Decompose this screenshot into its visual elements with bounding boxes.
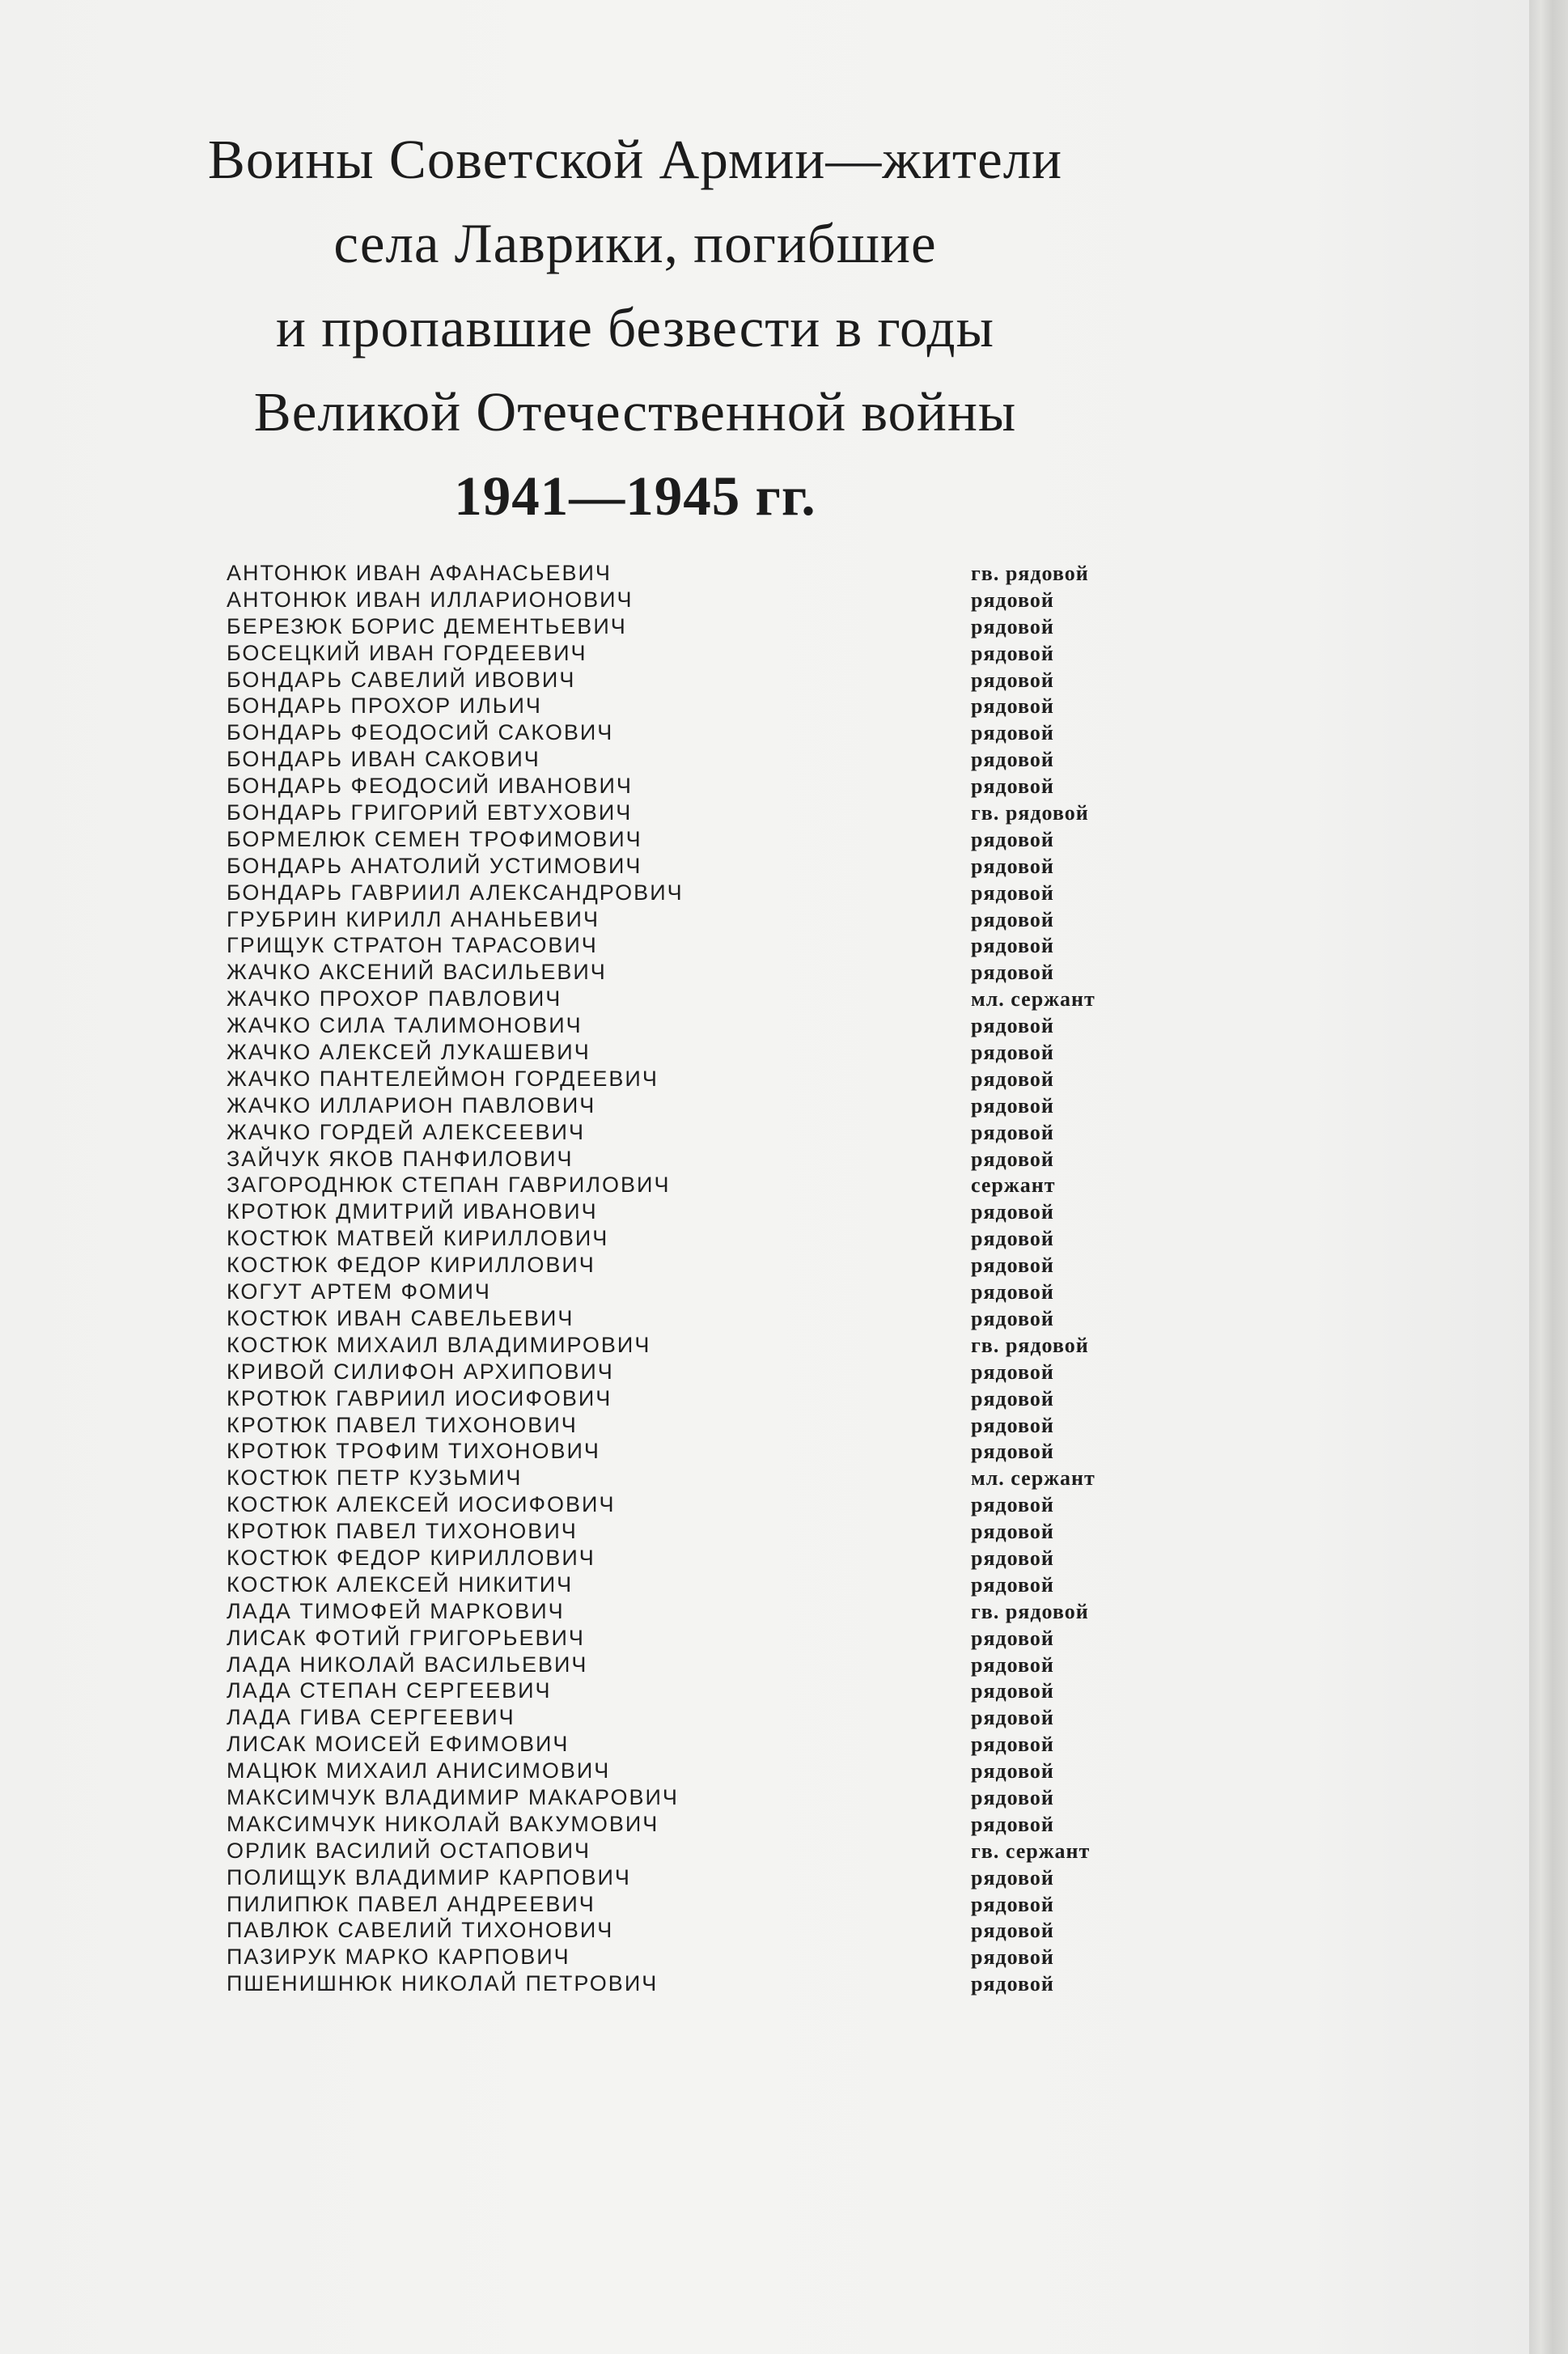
soldier-name: ЖАЧКО АКСЕНИЙ ВАСИЛЬЕВИЧ xyxy=(227,960,607,985)
soldier-name: ПАЗИРУК МАРКО КАРПОВИЧ xyxy=(227,1945,570,1970)
soldier-name: КРОТЮК ПАВЕЛ ТИХОНОВИЧ xyxy=(227,1412,578,1437)
soldier-rank: рядовой xyxy=(971,1812,1054,1836)
roster-row xyxy=(227,1970,1165,1997)
soldier-rank: рядовой xyxy=(971,961,1054,985)
soldier-rank: рядовой xyxy=(971,694,1054,719)
soldier-rank: рядовой xyxy=(971,1120,1054,1144)
roster-row xyxy=(227,1359,1165,1385)
soldier-rank: рядовой xyxy=(971,880,1054,905)
title-line: и пропавшие безвести в годы xyxy=(276,297,994,358)
soldier-rank: сержант xyxy=(971,1173,1056,1198)
soldier-rank: гв. рядовой xyxy=(971,562,1089,585)
roster-row xyxy=(227,826,1165,853)
soldier-name: ЖАЧКО СИЛА ТАЛИМОНОВИЧ xyxy=(227,1013,583,1038)
roster-row xyxy=(227,667,1165,693)
soldier-rank: рядовой xyxy=(971,1626,1054,1650)
soldier-name: БОНДАРЬ ФЕОДОСИЙ САКОВИЧ xyxy=(227,720,614,745)
soldier-rank: рядовой xyxy=(971,1493,1054,1517)
soldier-rank: рядовой xyxy=(971,641,1054,665)
roster-row xyxy=(227,613,1165,640)
roster-row xyxy=(227,1864,1165,1891)
soldier-name: ГРУБРИН КИРИЛЛ АНАНЬЕВИЧ xyxy=(227,906,600,931)
soldier-name: ПАВЛЮК САВЕЛИЙ ТИХОНОВИЧ xyxy=(227,1918,614,1943)
soldier-rank: рядовой xyxy=(971,1067,1054,1091)
soldier-rank: рядовой xyxy=(971,1200,1054,1224)
roster-row xyxy=(227,1146,1165,1173)
soldier-rank: гв. сержант xyxy=(971,1839,1091,1863)
soldier-name: ЖАЧКО ПАНТЕЛЕЙМОН ГОРДЕЕВИЧ xyxy=(227,1066,659,1091)
soldier-rank: рядовой xyxy=(971,907,1054,931)
soldier-rank: рядовой xyxy=(971,1679,1054,1703)
roster-row xyxy=(227,1731,1165,1758)
roster-row xyxy=(227,1225,1165,1252)
soldier-rank: рядовой xyxy=(971,1386,1054,1410)
soldier-rank: гв. рядовой xyxy=(971,1599,1089,1623)
roster-row xyxy=(227,1305,1165,1332)
roster-row xyxy=(227,1811,1165,1838)
roster-row xyxy=(227,800,1165,826)
soldier-rank: рядовой xyxy=(971,1919,1054,1943)
soldier-rank: рядовой xyxy=(971,1147,1054,1171)
soldier-rank: мл. сержант xyxy=(971,987,1095,1012)
title-line: села Лаврики, погибшие xyxy=(333,213,937,274)
soldier-rank: рядовой xyxy=(971,1652,1054,1677)
roster-row xyxy=(227,1917,1165,1944)
soldier-name: КОСТЮК ФЕДОР КИРИЛЛОВИЧ xyxy=(227,1253,595,1278)
roster-row xyxy=(227,1092,1165,1119)
roster-row xyxy=(227,1625,1165,1652)
roster-row xyxy=(227,1252,1165,1279)
soldier-name: ЖАЧКО АЛЕКСЕЙ ЛУКАШЕВИЧ xyxy=(227,1040,591,1065)
roster-row xyxy=(227,1198,1165,1225)
roster-row xyxy=(227,1944,1165,1970)
soldier-name: КОСТЮК АЛЕКСЕЙ НИКИТИЧ xyxy=(227,1571,574,1597)
soldier-rank: рядовой xyxy=(971,1865,1054,1890)
roster-row xyxy=(227,880,1165,906)
roster-row xyxy=(227,1066,1165,1092)
soldier-name: ПОЛИЩУК ВЛАДИМИР КАРПОВИЧ xyxy=(227,1864,631,1890)
soldier-name: КРИВОЙ СИЛИФОН АРХИПОВИЧ xyxy=(227,1359,614,1384)
soldier-name: АНТОНЮК ИВАН АФАНАСЬЕВИЧ xyxy=(227,561,612,585)
roster-row xyxy=(227,1891,1165,1918)
roster-row xyxy=(227,906,1165,933)
soldier-name: КОСТЮК МИХАИЛ ВЛАДИМИРОВИЧ xyxy=(227,1332,651,1357)
roster-row xyxy=(227,1438,1165,1465)
soldier-name: КРОТЮК ГАВРИИЛ ИОСИФОВИЧ xyxy=(227,1385,612,1410)
title-line: Воины Советской Армии—жители xyxy=(207,129,1063,190)
soldier-rank: рядовой xyxy=(971,1785,1054,1809)
soldier-rank: рядовой xyxy=(971,748,1054,772)
roster-row xyxy=(227,1332,1165,1359)
roster-row xyxy=(227,1172,1165,1198)
soldier-rank: рядовой xyxy=(971,1733,1054,1757)
soldier-rank: рядовой xyxy=(971,1759,1054,1784)
roster-row xyxy=(227,746,1165,773)
soldier-name: БОНДАРЬ ИВАН САКОВИЧ xyxy=(227,747,540,772)
soldier-name: ЛИСАК МОИСЕЙ ЕФИМОВИЧ xyxy=(227,1732,570,1757)
roster-row xyxy=(227,1758,1165,1784)
page-edge xyxy=(1529,0,1568,2354)
soldier-rank: рядовой xyxy=(971,1280,1054,1304)
soldier-name: ЖАЧКО ПРОХОР ПАВЛОВИЧ xyxy=(227,986,562,1012)
soldier-rank: рядовой xyxy=(971,721,1054,745)
roster-row xyxy=(227,1119,1165,1146)
soldier-rank: рядовой xyxy=(971,668,1054,692)
soldier-rank: рядовой xyxy=(971,1306,1054,1330)
page-title xyxy=(113,117,1157,538)
title-years: 1941—1945 гг. xyxy=(454,465,816,527)
roster-row xyxy=(227,1039,1165,1066)
soldier-rank: рядовой xyxy=(971,854,1054,878)
title-line: Великой Отечественной войны xyxy=(253,381,1017,443)
roster-row xyxy=(227,1784,1165,1811)
soldier-name: КОГУТ АРТЕМ ФОМИЧ xyxy=(227,1279,491,1304)
soldier-rank: рядовой xyxy=(971,1440,1054,1464)
roster-row xyxy=(227,1491,1165,1518)
roster-row xyxy=(227,853,1165,880)
soldier-name: ПИЛИПЮК ПАВЕЛ АНДРЕЕВИЧ xyxy=(227,1891,595,1916)
soldier-name: БОНДАРЬ ГРИГОРИЙ ЕВТУХОВИЧ xyxy=(227,800,633,825)
roster-row xyxy=(227,986,1165,1012)
roster-row xyxy=(227,1838,1165,1864)
soldier-name: БЕРЕЗЮК БОРИС ДЕМЕНТЬЕВИЧ xyxy=(227,613,627,638)
roster-row xyxy=(227,1704,1165,1731)
soldier-rank: рядовой xyxy=(971,1572,1054,1597)
soldier-name: ЛИСАК ФОТИЙ ГРИГОРЬЕВИЧ xyxy=(227,1625,585,1650)
soldier-name: КОСТЮК ФЕДОР КИРИЛЛОВИЧ xyxy=(227,1545,595,1570)
roster-row xyxy=(227,1677,1165,1704)
soldier-rank: рядовой xyxy=(971,1972,1054,1996)
soldier-rank: рядовой xyxy=(971,1892,1054,1916)
soldier-name: МАКСИМЧУК ВЛАДИМИР МАКАРОВИЧ xyxy=(227,1784,679,1809)
soldier-rank: рядовой xyxy=(971,587,1054,612)
soldier-rank: рядовой xyxy=(971,1359,1054,1384)
soldier-name: КОСТЮК ИВАН САВЕЛЬЕВИЧ xyxy=(227,1305,574,1330)
roster-row xyxy=(227,1279,1165,1305)
soldier-name: ЛАДА ТИМОФЕЙ МАРКОВИЧ xyxy=(227,1598,565,1623)
soldier-rank: рядовой xyxy=(971,1945,1054,1970)
soldier-name: ОРЛИК ВАСИЛИЙ ОСТАПОВИЧ xyxy=(227,1838,591,1863)
roster-row xyxy=(227,1385,1165,1412)
soldier-rank: рядовой xyxy=(971,1227,1054,1251)
soldier-rank: рядовой xyxy=(971,1546,1054,1570)
soldier-rank: рядовой xyxy=(971,1014,1054,1038)
soldier-name: КОСТЮК ПЕТР КУЗЬМИЧ xyxy=(227,1465,523,1491)
soldier-rank: гв. рядовой xyxy=(971,1333,1089,1357)
soldier-rank: рядовой xyxy=(971,1413,1054,1437)
soldier-name: ЖАЧКО ГОРДЕЙ АЛЕКСЕЕВИЧ xyxy=(227,1119,585,1144)
soldier-rank: рядовой xyxy=(971,614,1054,638)
soldier-rank: рядовой xyxy=(971,1253,1054,1278)
roster-row xyxy=(227,1012,1165,1039)
soldier-name: БОНДАРЬ ПРОХОР ИЛЬИЧ xyxy=(227,693,542,719)
roster-row xyxy=(227,1465,1165,1491)
soldier-name: ЖАЧКО ИЛЛАРИОН ПАВЛОВИЧ xyxy=(227,1092,596,1118)
roster-row xyxy=(227,587,1165,613)
roster-row xyxy=(227,719,1165,746)
soldier-name: ЛАДА СТЕПАН СЕРГЕЕВИЧ xyxy=(227,1678,552,1703)
soldier-rank: рядовой xyxy=(971,774,1054,799)
soldier-rank: мл. сержант xyxy=(971,1466,1095,1491)
soldier-name: АНТОНЮК ИВАН ИЛЛАРИОНОВИЧ xyxy=(227,587,634,612)
soldier-roster xyxy=(227,560,1165,1997)
soldier-name: КОСТЮК МАТВЕЙ КИРИЛЛОВИЧ xyxy=(227,1226,609,1251)
roster-row xyxy=(227,932,1165,959)
soldier-name: ЗАГОРОДНЮК СТЕПАН ГАВРИЛОВИЧ xyxy=(227,1173,671,1198)
soldier-rank: рядовой xyxy=(971,1706,1054,1730)
soldier-name: ЛАДА НИКОЛАЙ ВАСИЛЬЕВИЧ xyxy=(227,1652,588,1677)
roster-row xyxy=(227,1412,1165,1439)
soldier-name: КОСТЮК АЛЕКСЕЙ ИОСИФОВИЧ xyxy=(227,1492,616,1517)
soldier-name: ПШЕНИШНЮК НИКОЛАЙ ПЕТРОВИЧ xyxy=(227,1971,659,1996)
soldier-name: КРОТЮК ТРОФИМ ТИХОНОВИЧ xyxy=(227,1439,600,1464)
soldier-name: ЗАЙЧУК ЯКОВ ПАНФИЛОВИЧ xyxy=(227,1146,574,1171)
soldier-name: МАЦЮК МИХАИЛ АНИСИМОВИЧ xyxy=(227,1758,611,1784)
roster-row xyxy=(227,1518,1165,1545)
soldier-name: МАКСИМЧУК НИКОЛАЙ ВАКУМОВИЧ xyxy=(227,1811,659,1836)
soldier-rank: рядовой xyxy=(971,1520,1054,1544)
soldier-name: КРОТЮК ДМИТРИЙ ИВАНОВИЧ xyxy=(227,1199,598,1224)
soldier-rank: рядовой xyxy=(971,1093,1054,1118)
soldier-rank: рядовой xyxy=(971,827,1054,851)
soldier-rank: рядовой xyxy=(971,1041,1054,1065)
soldier-name: БОНДАРЬ ФЕОДОСИЙ ИВАНОВИЧ xyxy=(227,774,633,799)
soldier-name: БОРМЕЛЮК СЕМЕН ТРОФИМОВИЧ xyxy=(227,826,642,851)
roster-row xyxy=(227,1571,1165,1598)
roster-row xyxy=(227,1545,1165,1571)
soldier-name: ЛАДА ГИВА СЕРГЕЕВИЧ xyxy=(227,1705,515,1730)
roster-row xyxy=(227,773,1165,800)
roster-row xyxy=(227,693,1165,719)
soldier-name: БОНДАРЬ ГАВРИИЛ АЛЕКСАНДРОВИЧ xyxy=(227,880,684,905)
roster-row xyxy=(227,1652,1165,1678)
soldier-name: БОНДАРЬ САВЕЛИЙ ИВОВИЧ xyxy=(227,667,576,692)
soldier-name: ГРИЩУК СТРАТОН ТАРАСОВИЧ xyxy=(227,933,598,958)
roster-row xyxy=(227,560,1165,587)
roster-row xyxy=(227,1598,1165,1625)
soldier-name: БОНДАРЬ АНАТОЛИЙ УСТИМОВИЧ xyxy=(227,853,642,878)
soldier-name: КРОТЮК ПАВЕЛ ТИХОНОВИЧ xyxy=(227,1519,578,1544)
roster-row xyxy=(227,959,1165,986)
soldier-rank: рядовой xyxy=(971,934,1054,958)
soldier-name: БОСЕЦКИЙ ИВАН ГОРДЕЕВИЧ xyxy=(227,640,587,665)
soldier-rank: гв. рядовой xyxy=(971,801,1089,825)
roster-row xyxy=(227,640,1165,667)
